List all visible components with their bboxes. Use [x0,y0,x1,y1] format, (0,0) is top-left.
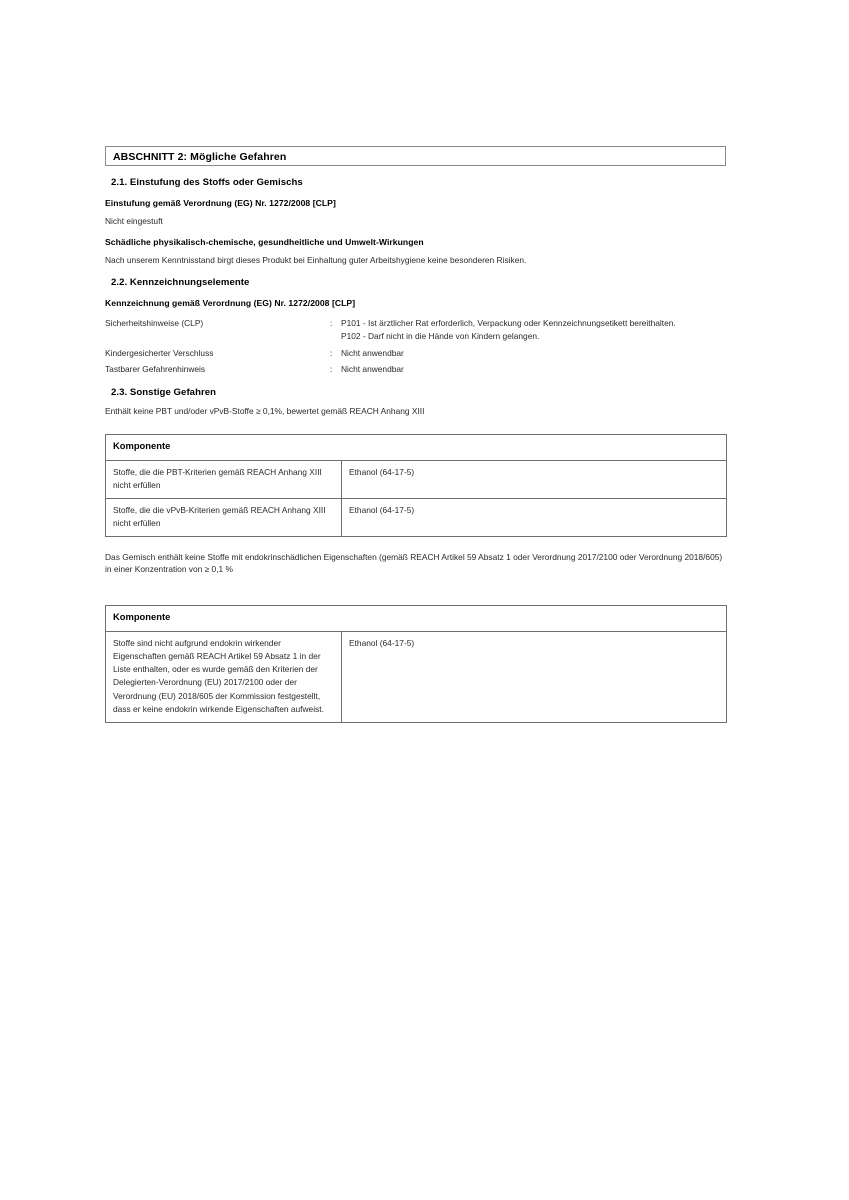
vpvb-component-cell: Ethanol (64-17-5) [342,499,727,537]
labelling-regulation-title: Kennzeichnung gemäß Verordnung (EG) Nr. 1272/2008 [CLP] [105,298,356,309]
definition-value: Nicht anwendbar [341,347,404,358]
definition-label: Kindergesicherter Verschluss [105,347,214,358]
endocrine-component-cell: Ethanol (64-17-5) [342,632,727,722]
pbt-vpvb-table [105,434,727,537]
adverse-effects-title: Schädliche physikalisch-chemische, gesundheitliche und Umwelt-Wirkungen [105,237,424,248]
definition-label: Tastbarer Gefahrenhinweis [105,364,206,375]
table-row [106,499,727,537]
definition-row-child-resistant-fastening [105,347,726,360]
vpvb-criterion-cell: Stoffe, die die vPvB-Kriterien gemäß REACH Anhang XIII nicht erfüllen [106,499,342,537]
endocrine-criterion-cell: Stoffe sind nicht aufgrund endokrin wirkender Eigenschaften gemäß REACH Artikel 59 Absatz 1 in der Liste enthalten, oder es wurde gemäß den Kriterien der Delegierten-Verordnung (EU) 2017/2100 oder der Verordnung (EU) 2018/605 der Kommission festgestellt, dass er keine endokrin wirkende Eigenschaften aufweist. [106,632,342,722]
precautionary-statement-p101: P101 - Ist ärztlicher Rat erforderlich, Verpackung oder Kennzeichnungsetikett bereithalten. [341,318,676,329]
definition-value [341,317,726,342]
table-header-row [106,606,727,632]
definition-colon: : [330,347,333,358]
labelling-definition-list [105,317,726,375]
subsection-2-2-heading: 2.2. Kennzeichnungselemente [111,277,250,289]
definition-value: Nicht anwendbar [341,364,404,375]
definition-row-precautionary-statements [105,317,726,342]
definition-label: Sicherheitshinweise (CLP) [105,318,204,329]
table-header-row [106,435,727,461]
table-row [106,632,727,722]
definition-colon: : [330,364,333,375]
adverse-effects-text: Nach unserem Kenntnisstand birgt dieses Produkt bei Einhaltung guter Arbeitshygiene keine besonderen Risiken. [105,255,527,266]
table-header-komponente: Komponente [106,606,727,632]
definition-row-tactile-warning [105,363,726,376]
pbt-component-cell: Ethanol (64-17-5) [342,461,727,499]
endocrine-table [105,605,727,722]
classification-regulation-text: Nicht eingestuft [105,216,163,226]
precautionary-statement-p102: P102 - Darf nicht in die Hände von Kindern gelangen. [341,330,540,341]
subsection-2-3-heading: 2.3. Sonstige Gefahren [111,386,217,398]
table-header-komponente: Komponente [106,435,727,461]
pbt-criterion-cell: Stoffe, die die PBT-Kriterien gemäß REACH Anhang XIII nicht erfüllen [106,461,342,499]
subsection-2-1-heading: 2.1. Einstufung des Stoffs oder Gemischs [111,177,303,188]
definition-colon: : [330,318,333,329]
section-banner: ABSCHNITT 2: Mögliche Gefahren [105,146,726,166]
endocrine-disruptor-note: Das Gemisch enthält keine Stoffe mit endokrinschädlichen Eigenschaften (gemäß REACH Artikel 59 Absatz 1 oder Verordnung 2017/2100 oder Verordnung 2018/605) in einer Konzentration von ≥ 0,1 % [105,552,723,575]
classification-regulation-title: Einstufung gemäß Verordnung (EG) Nr. 1272/2008 [CLP] [105,198,336,208]
pbt-vpvb-intro-text: Enthält keine PBT und/oder vPvB-Stoffe ≥ 0,1%, bewertet gemäß REACH Anhang XIII [105,405,425,416]
document-content [105,146,726,723]
table-row [106,461,727,499]
